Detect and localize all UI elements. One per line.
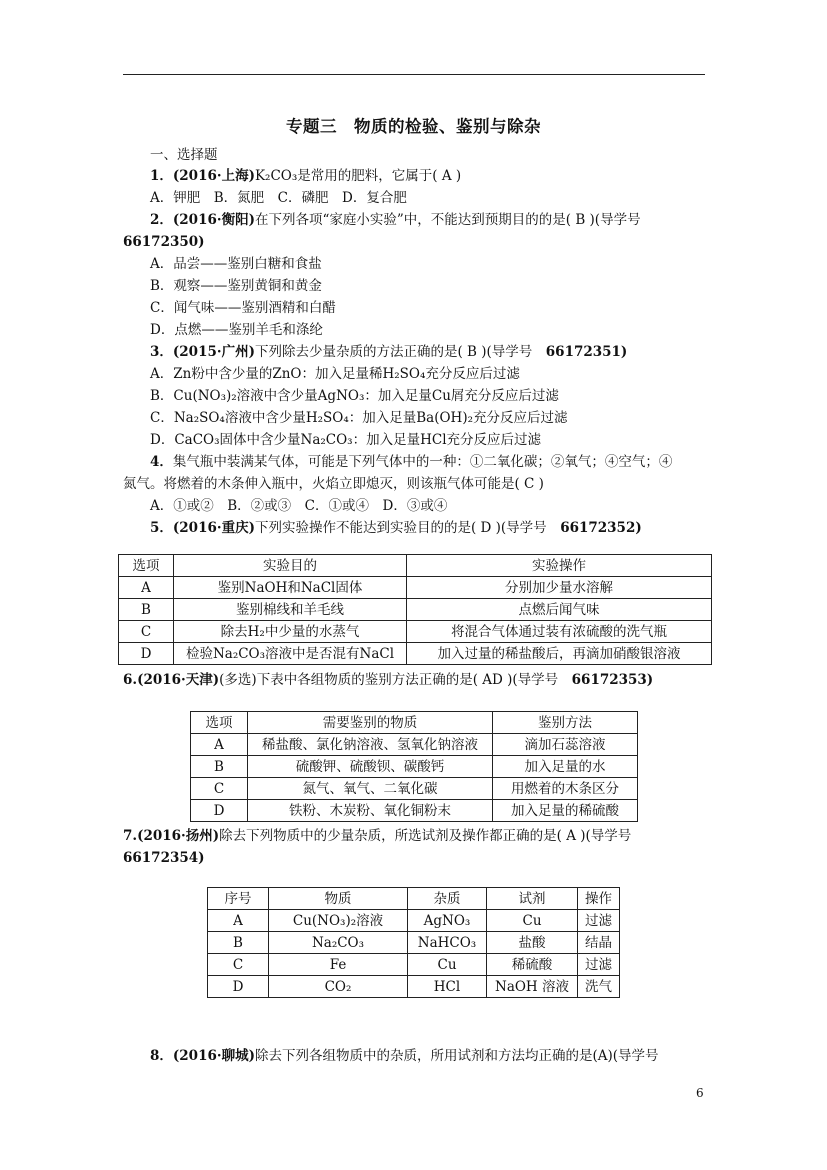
q2-source: (2016·衡阳) xyxy=(172,212,255,228)
q5-text: 下列实验操作不能达到实验目的的是( D )(导学号 xyxy=(254,520,561,536)
q1-source: (2016·上海) xyxy=(172,168,255,184)
question-4 xyxy=(150,452,672,472)
question-7 xyxy=(123,826,631,846)
table-cell: 加入足量的水 xyxy=(493,756,638,778)
q3-code: 66172351) xyxy=(545,344,628,360)
table-cell: Cu xyxy=(408,954,487,976)
page-number: 6 xyxy=(696,1086,704,1100)
table-header-row xyxy=(191,712,638,734)
q2-option-c: C．闻气味——鉴别酒精和白醋 xyxy=(150,300,336,316)
table-header-cell: 需要鉴别的物质 xyxy=(248,712,493,734)
table-cell: C xyxy=(191,778,248,800)
q7-text: 除去下列物质中的少量杂质，所选试剂及操作都正确的是( A )(导学号 xyxy=(219,828,632,844)
page-title: 专题三 物质的检验、鉴别与除杂 xyxy=(286,117,541,136)
header-rule xyxy=(123,74,705,75)
q3-option-c: C．Na₂SO₄溶液中含少量H₂SO₄：加入足量Ba(OH)₂充分反应后过滤 xyxy=(150,410,568,426)
q4-text-continued: 氮气。将燃着的木条伸入瓶中，火焰立即熄灭，则该瓶气体可能是( C ) xyxy=(123,476,544,492)
table-cell: 分别加少量水溶解 xyxy=(407,577,712,599)
table-row xyxy=(191,756,638,778)
table-cell: 稀盐酸、氯化钠溶液、氢氧化钠溶液 xyxy=(248,734,493,756)
table-cell: CO₂ xyxy=(269,976,408,998)
table-cell: 用燃着的木条区分 xyxy=(493,778,638,800)
table-cell: NaOH 溶液 xyxy=(487,976,578,998)
q2-text: 在下列各项“家庭小实验”中，不能达到预期目的的是( B )(导学号 xyxy=(254,212,641,228)
table-cell: B xyxy=(191,756,248,778)
q1-number: 1． xyxy=(150,168,173,184)
q3-source: (2015·广州) xyxy=(172,344,255,360)
table-row xyxy=(119,621,712,643)
table-cell: 硫酸钾、硫酸钡、碳酸钙 xyxy=(248,756,493,778)
question-8 xyxy=(150,1046,659,1066)
table-cell: 氮气、氧气、二氧化碳 xyxy=(248,778,493,800)
q7-code: 66172354) xyxy=(123,850,205,866)
table-row xyxy=(208,910,620,932)
q8-source: (2016·聊城) xyxy=(172,1048,255,1064)
table-cell: 过滤 xyxy=(578,954,620,976)
table-cell: 检验Na₂CO₃溶液中是否混有NaCl xyxy=(174,643,407,665)
table-cell: NaHCO₃ xyxy=(408,932,487,954)
q5-code: 66172352) xyxy=(560,520,642,536)
q2-option-b: B．观察——鉴别黄铜和黄金 xyxy=(150,278,322,294)
q3-option-d: D．CaCO₃固体中含少量Na₂CO₃：加入足量HCl充分反应后过滤 xyxy=(150,432,542,448)
table-cell: Cu xyxy=(487,910,578,932)
q3-text: 下列除去少量杂质的方法正确的是( B )(导学号 xyxy=(254,344,546,360)
table-cell: B xyxy=(208,932,269,954)
q7-source: (2016·扬州) xyxy=(137,828,220,844)
q2-option-d: D．点燃——鉴别羊毛和涤纶 xyxy=(150,322,323,338)
table-cell: HCl xyxy=(408,976,487,998)
table-cell: D xyxy=(191,800,248,822)
q4-text: 集气瓶中装满某气体，可能是下列气体中的一种：①二氧化碳；②氧气；④空气；④ xyxy=(172,454,673,470)
q3-option-b: B．Cu(NO₃)₂溶液中含少量AgNO₃：加入足量Cu屑充分反应后过滤 xyxy=(150,388,559,404)
table-cell: 铁粉、木炭粉、氧化铜粉末 xyxy=(248,800,493,822)
question-6 xyxy=(123,670,653,690)
q2-number: 2． xyxy=(150,212,173,228)
table-cell: 加入过量的稀盐酸后，再滴加硝酸银溶液 xyxy=(407,643,712,665)
question-1 xyxy=(150,166,461,186)
table-cell: D xyxy=(208,976,269,998)
table-row xyxy=(191,734,638,756)
table-cell: D xyxy=(119,643,174,665)
table-cell: 盐酸 xyxy=(487,932,578,954)
table-cell: Na₂CO₃ xyxy=(269,932,408,954)
table-cell: 点燃后闻气味 xyxy=(407,599,712,621)
table-header-cell: 鉴别方法 xyxy=(493,712,638,734)
table-cell: A xyxy=(208,910,269,932)
table-row xyxy=(191,800,638,822)
q2-option-a: A．品尝——鉴别白糖和食盐 xyxy=(150,256,322,272)
q5-table xyxy=(118,554,712,665)
section-heading: 一、选择题 xyxy=(150,147,218,163)
table-cell: 加入足量的稀硫酸 xyxy=(493,800,638,822)
table-row xyxy=(208,954,620,976)
table-header-cell: 选项 xyxy=(191,712,248,734)
q6-table xyxy=(190,711,638,822)
table-cell: 滴加石蕊溶液 xyxy=(493,734,638,756)
table-cell: A xyxy=(119,577,174,599)
q3-option-a: A．Zn粉中含少量的ZnO：加入足量稀H₂SO₄充分反应后过滤 xyxy=(150,366,520,382)
table-header-cell: 序号 xyxy=(208,888,269,910)
q7-table xyxy=(207,887,620,998)
q4-number: 4． xyxy=(150,454,173,470)
table-cell: 除去H₂中少量的水蒸气 xyxy=(174,621,407,643)
q5-number: 5． xyxy=(150,520,173,536)
table-header-cell: 杂质 xyxy=(408,888,487,910)
table-row xyxy=(119,577,712,599)
table-cell: 鉴别棉线和羊毛线 xyxy=(174,599,407,621)
q8-number: 8． xyxy=(150,1048,173,1064)
table-cell: 鉴别NaOH和NaCl固体 xyxy=(174,577,407,599)
table-cell: AgNO₃ xyxy=(408,910,487,932)
table-cell: C xyxy=(208,954,269,976)
table-cell: B xyxy=(119,599,174,621)
table-cell: Cu(NO₃)₂溶液 xyxy=(269,910,408,932)
table-header-cell: 实验目的 xyxy=(174,555,407,577)
table-cell: 结晶 xyxy=(578,932,620,954)
table-header-cell: 选项 xyxy=(119,555,174,577)
q4-options: A．①或② B．②或③ C．①或④ D．③或④ xyxy=(150,498,448,514)
q1-text: K₂CO₃是常用的肥料，它属于( A ) xyxy=(254,168,462,184)
table-header-cell: 试剂 xyxy=(487,888,578,910)
table-cell: 过滤 xyxy=(578,910,620,932)
table-row xyxy=(208,976,620,998)
q3-number: 3． xyxy=(150,344,173,360)
table-header-cell: 物质 xyxy=(269,888,408,910)
q7-number: 7. xyxy=(123,828,138,844)
question-5 xyxy=(150,518,642,538)
table-cell: 稀硫酸 xyxy=(487,954,578,976)
q5-source: (2016·重庆) xyxy=(172,520,255,536)
table-header-cell: 实验操作 xyxy=(407,555,712,577)
table-cell: A xyxy=(191,734,248,756)
table-header-row xyxy=(208,888,620,910)
table-header-cell: 操作 xyxy=(578,888,620,910)
q2-code: 66172350) xyxy=(123,234,205,250)
table-cell: C xyxy=(119,621,174,643)
q8-text: 除去下列各组物质中的杂质，所用试剂和方法均正确的是(A)(导学号 xyxy=(254,1048,659,1064)
table-row xyxy=(119,643,712,665)
q6-code: 66172353) xyxy=(571,672,654,688)
q6-source: (2016·天津) xyxy=(137,672,220,688)
table-row xyxy=(119,599,712,621)
table-row xyxy=(208,932,620,954)
q6-number: 6. xyxy=(123,672,138,688)
table-header-row xyxy=(119,555,712,577)
table-row xyxy=(191,778,638,800)
table-cell: Fe xyxy=(269,954,408,976)
question-3 xyxy=(150,342,627,362)
q1-options: A．钾肥 B．氮肥 C．磷肥 D．复合肥 xyxy=(150,190,407,206)
table-cell: 将混合气体通过装有浓硫酸的洗气瓶 xyxy=(407,621,712,643)
table-cell: 洗气 xyxy=(578,976,620,998)
question-2 xyxy=(150,210,641,230)
q6-text: (多选)下表中各组物质的鉴别方法正确的是( AD )(导学号 xyxy=(219,672,572,688)
